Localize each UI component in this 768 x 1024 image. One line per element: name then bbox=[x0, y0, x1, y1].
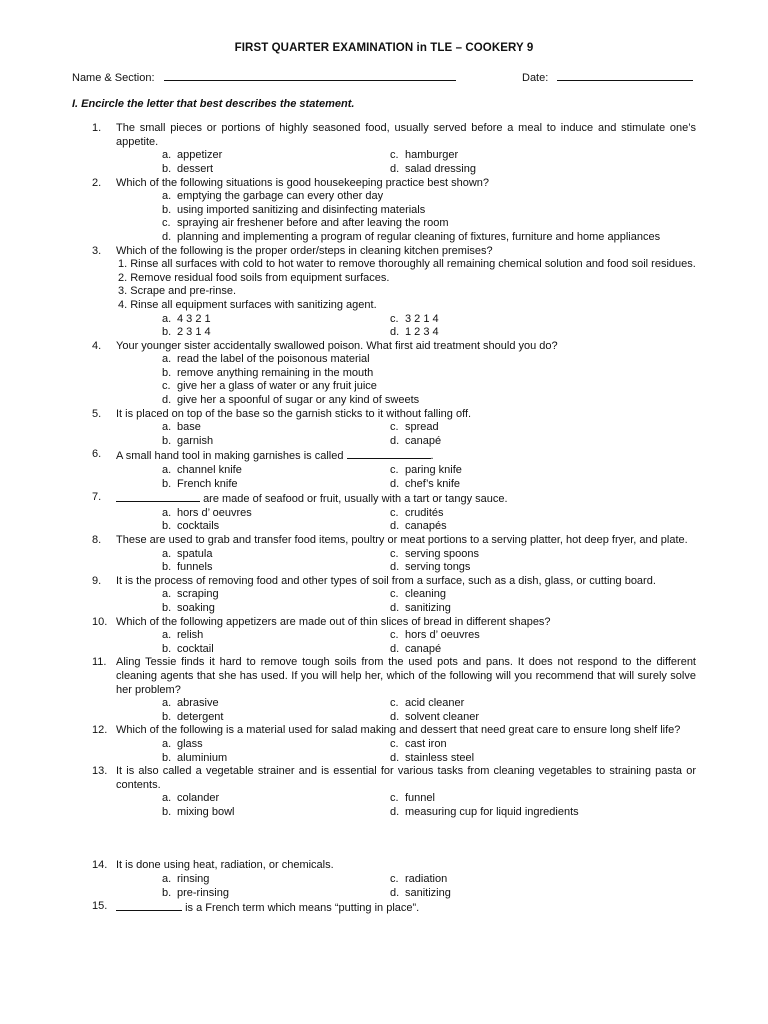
choice-grid bbox=[116, 738, 696, 765]
question-stem: Which of the following situations is good housekeeping practice best shown? bbox=[116, 176, 490, 189]
choice-grid bbox=[116, 873, 696, 900]
choice-b[interactable]: b. French knife bbox=[162, 477, 238, 490]
choice-c[interactable]: c. spread bbox=[390, 421, 439, 434]
question-number: 15. bbox=[92, 900, 108, 913]
choice-b[interactable]: b. detergent bbox=[162, 710, 224, 723]
question-stem: It is also called a vegetable strainer and is essential for various tasks from cleaning vegetables to straining pasta or contents. bbox=[116, 765, 696, 791]
choice-c[interactable]: c. serving spoons bbox=[390, 547, 479, 560]
question-stem: Which of the following is a material used for salad making and dessert that need great care to ensure long shelf life? bbox=[116, 724, 681, 737]
answer-blank bbox=[347, 448, 431, 459]
choice-c[interactable]: c. acid cleaner bbox=[390, 697, 465, 710]
question-number: 9. bbox=[92, 574, 102, 587]
choice-b[interactable]: b. cocktails bbox=[162, 520, 220, 533]
choice-c[interactable]: c. crudités bbox=[390, 506, 444, 519]
choice-d[interactable]: d. stainless steel bbox=[390, 751, 475, 764]
page-gap bbox=[72, 819, 696, 859]
choice-a[interactable]: a. colander bbox=[162, 792, 220, 805]
choice-d[interactable]: d. canapés bbox=[390, 520, 447, 533]
choice-b[interactable]: b. aluminium bbox=[162, 751, 228, 764]
choice-b[interactable]: b. garnish bbox=[162, 434, 214, 447]
choice-grid bbox=[116, 421, 696, 448]
choice-c[interactable]: c. radiation bbox=[390, 873, 448, 886]
choice-grid bbox=[116, 313, 696, 340]
choice-d[interactable]: d. 1 2 3 4 bbox=[390, 326, 439, 339]
question-number: 2. bbox=[92, 176, 102, 189]
name-section-blank bbox=[164, 70, 456, 81]
question-6 bbox=[72, 448, 696, 491]
answer-blank bbox=[116, 900, 182, 911]
choice-a[interactable]: a. appetizer bbox=[162, 149, 223, 162]
question-2 bbox=[72, 177, 696, 245]
step-item: 3. Scrape and pre-rinse. bbox=[118, 285, 237, 298]
question-number: 11. bbox=[92, 656, 107, 669]
name-section-field bbox=[72, 70, 456, 86]
choice-a[interactable]: a. 4 3 2 1 bbox=[162, 312, 211, 325]
name-section-label: Name & Section: bbox=[72, 71, 155, 84]
question-number: 13. bbox=[92, 765, 108, 778]
question-10 bbox=[72, 616, 696, 657]
choice-d[interactable]: d. planning and implementing a program of regular cleaning of fixtures, furniture and home appliances bbox=[162, 230, 661, 243]
question-number: 8. bbox=[92, 534, 102, 546]
question-stem: It is placed on top of the base so the garnish sticks to it without falling off. bbox=[116, 407, 472, 420]
question-9 bbox=[72, 575, 696, 616]
choice-grid bbox=[116, 629, 696, 656]
question-14 bbox=[72, 859, 696, 900]
choice-list bbox=[116, 190, 696, 244]
choice-grid bbox=[116, 697, 696, 724]
step-item: 4. Rinse all equipment surfaces with sanitizing agent. bbox=[118, 298, 377, 311]
exam-title: FIRST QUARTER EXAMINATION in TLE – COOKERY 9 bbox=[234, 42, 534, 54]
choice-grid bbox=[116, 507, 696, 534]
date-label: Date: bbox=[522, 71, 549, 84]
choice-b[interactable]: b. remove anything remaining in the mouth bbox=[162, 366, 374, 379]
step-list bbox=[116, 258, 696, 312]
choice-d[interactable]: d. measuring cup for liquid ingredients bbox=[390, 805, 579, 818]
question-8 bbox=[72, 534, 696, 575]
choice-c[interactable]: c. cleaning bbox=[390, 588, 446, 601]
header-fields bbox=[72, 70, 696, 86]
choice-a[interactable]: a. rinsing bbox=[162, 873, 210, 886]
choice-d[interactable]: d. canapé bbox=[390, 434, 442, 447]
question-3 bbox=[72, 245, 696, 340]
step-item: 2. Remove residual food soils from equipment surfaces. bbox=[118, 271, 390, 284]
choice-grid bbox=[116, 548, 696, 575]
choice-b[interactable]: b. funnels bbox=[162, 561, 213, 574]
question-number: 3. bbox=[92, 244, 102, 257]
question-12 bbox=[72, 724, 696, 765]
choice-d[interactable]: d. serving tongs bbox=[390, 561, 471, 574]
choice-c[interactable]: c. funnel bbox=[390, 792, 435, 805]
choice-a[interactable]: a. glass bbox=[162, 737, 203, 750]
question-number: 4. bbox=[92, 339, 102, 352]
question-4 bbox=[72, 340, 696, 408]
choice-d[interactable]: d. solvent cleaner bbox=[390, 710, 479, 723]
question-number: 6. bbox=[92, 448, 102, 461]
question-13 bbox=[72, 765, 696, 819]
question-7 bbox=[72, 491, 696, 534]
question-number: 10. bbox=[92, 615, 108, 628]
step-item: 1. Rinse all surfaces with cold to hot water to remove thoroughly all remaining chemical solution and food soil residues. bbox=[118, 258, 696, 271]
choice-c[interactable]: c. spraying air freshener before and after leaving the room bbox=[162, 217, 449, 230]
question-number: 7. bbox=[92, 491, 102, 504]
choice-d[interactable]: d. give her a spoonful of sugar or any kind of sweets bbox=[162, 394, 420, 407]
choice-a[interactable]: a. read the label of the poisonous material bbox=[162, 353, 370, 366]
question-number: 1. bbox=[92, 122, 102, 135]
choice-d[interactable]: d. salad dressing bbox=[390, 162, 476, 175]
choice-b[interactable]: b. soaking bbox=[162, 601, 215, 614]
question-number: 14. bbox=[92, 859, 108, 872]
question-stem: Aling Tessie finds it hard to remove tough soils from the used pots and pans. It does not respond to the different cleaning agents that she has used. If you will help her, which of the following will you recommend that will surely solve her problem? bbox=[116, 656, 696, 696]
choice-a[interactable]: a. abrasive bbox=[162, 697, 219, 710]
question-stem: A small hand tool in making garnishes is called . bbox=[116, 450, 434, 463]
question-stem: It is done using heat, radiation, or chemicals. bbox=[116, 859, 334, 872]
choice-b[interactable]: b. mixing bowl bbox=[162, 805, 235, 818]
question-15 bbox=[72, 900, 696, 916]
question-stem: Which of the following appetizers are made out of thin slices of bread in different shapes? bbox=[116, 615, 551, 628]
choice-d[interactable]: d. chef’s knife bbox=[390, 477, 461, 490]
choice-c[interactable]: c. paring knife bbox=[390, 464, 462, 477]
question-stem: The small pieces or portions of highly seasoned food, usually served before a meal to induce and stimulate one’s appetite. bbox=[116, 122, 696, 148]
question-number: 5. bbox=[92, 407, 102, 420]
date-field bbox=[522, 70, 693, 86]
date-blank bbox=[557, 70, 693, 81]
choice-b[interactable]: b. cocktail bbox=[162, 642, 214, 655]
question-stem: Your younger sister accidentally swallowed poison. What first aid treatment should you do? bbox=[116, 339, 558, 352]
choice-grid bbox=[116, 792, 696, 819]
choice-a[interactable]: a. channel knife bbox=[162, 464, 242, 477]
choice-b[interactable]: b. using imported sanitizing and disinfecting materials bbox=[162, 203, 426, 216]
choice-b[interactable]: b. dessert bbox=[162, 162, 214, 175]
choice-d[interactable]: d. sanitizing bbox=[390, 886, 451, 899]
question-stem: Which of the following is the proper order/steps in cleaning kitchen premises? bbox=[116, 244, 493, 257]
choice-a[interactable]: a. spatula bbox=[162, 547, 213, 560]
choice-grid bbox=[116, 149, 696, 176]
choice-c[interactable]: c. cast iron bbox=[390, 737, 447, 750]
choice-c[interactable]: c. 3 2 1 4 bbox=[390, 312, 439, 325]
choice-b[interactable]: b. 2 3 1 4 bbox=[162, 326, 211, 339]
question-1 bbox=[72, 122, 696, 176]
question-stem: It is the process of removing food and other types of soil from a surface, such as a dish, glass, or cutting board. bbox=[116, 574, 656, 587]
choice-a[interactable]: a. relish bbox=[162, 629, 204, 642]
choice-c[interactable]: c. hors d’ oeuvres bbox=[390, 629, 480, 642]
instruction: I. Encircle the letter that best describes the statement. bbox=[72, 97, 355, 110]
question-stem: is a French term which means “putting in place”. bbox=[116, 900, 696, 916]
choice-grid bbox=[116, 588, 696, 615]
question-stem: are made of seafood or fruit, usually with a tart or tangy sauce. bbox=[116, 491, 696, 507]
choice-list bbox=[116, 353, 696, 407]
choice-a[interactable]: a. base bbox=[162, 421, 201, 434]
choice-a[interactable]: a. hors d’ oeuvres bbox=[162, 506, 252, 519]
answer-blank bbox=[116, 491, 200, 502]
question-11 bbox=[72, 656, 696, 724]
choice-d[interactable]: d. canapé bbox=[390, 642, 442, 655]
question-number: 12. bbox=[92, 724, 108, 737]
choice-b[interactable]: b. pre-rinsing bbox=[162, 886, 229, 899]
choice-a[interactable]: a. scraping bbox=[162, 588, 219, 601]
choice-a[interactable]: a. emptying the garbage can every other day bbox=[162, 190, 384, 203]
choice-grid bbox=[116, 464, 696, 491]
question-5 bbox=[72, 408, 696, 449]
question-stem: These are used to grab and transfer food items, poultry or meat portions to a serving platter, hot deep fryer, and plate. bbox=[116, 534, 688, 546]
choice-c[interactable]: c. hamburger bbox=[390, 149, 459, 162]
choice-c[interactable]: c. give her a glass of water or any fruit juice bbox=[162, 380, 377, 393]
choice-d[interactable]: d. sanitizing bbox=[390, 601, 451, 614]
